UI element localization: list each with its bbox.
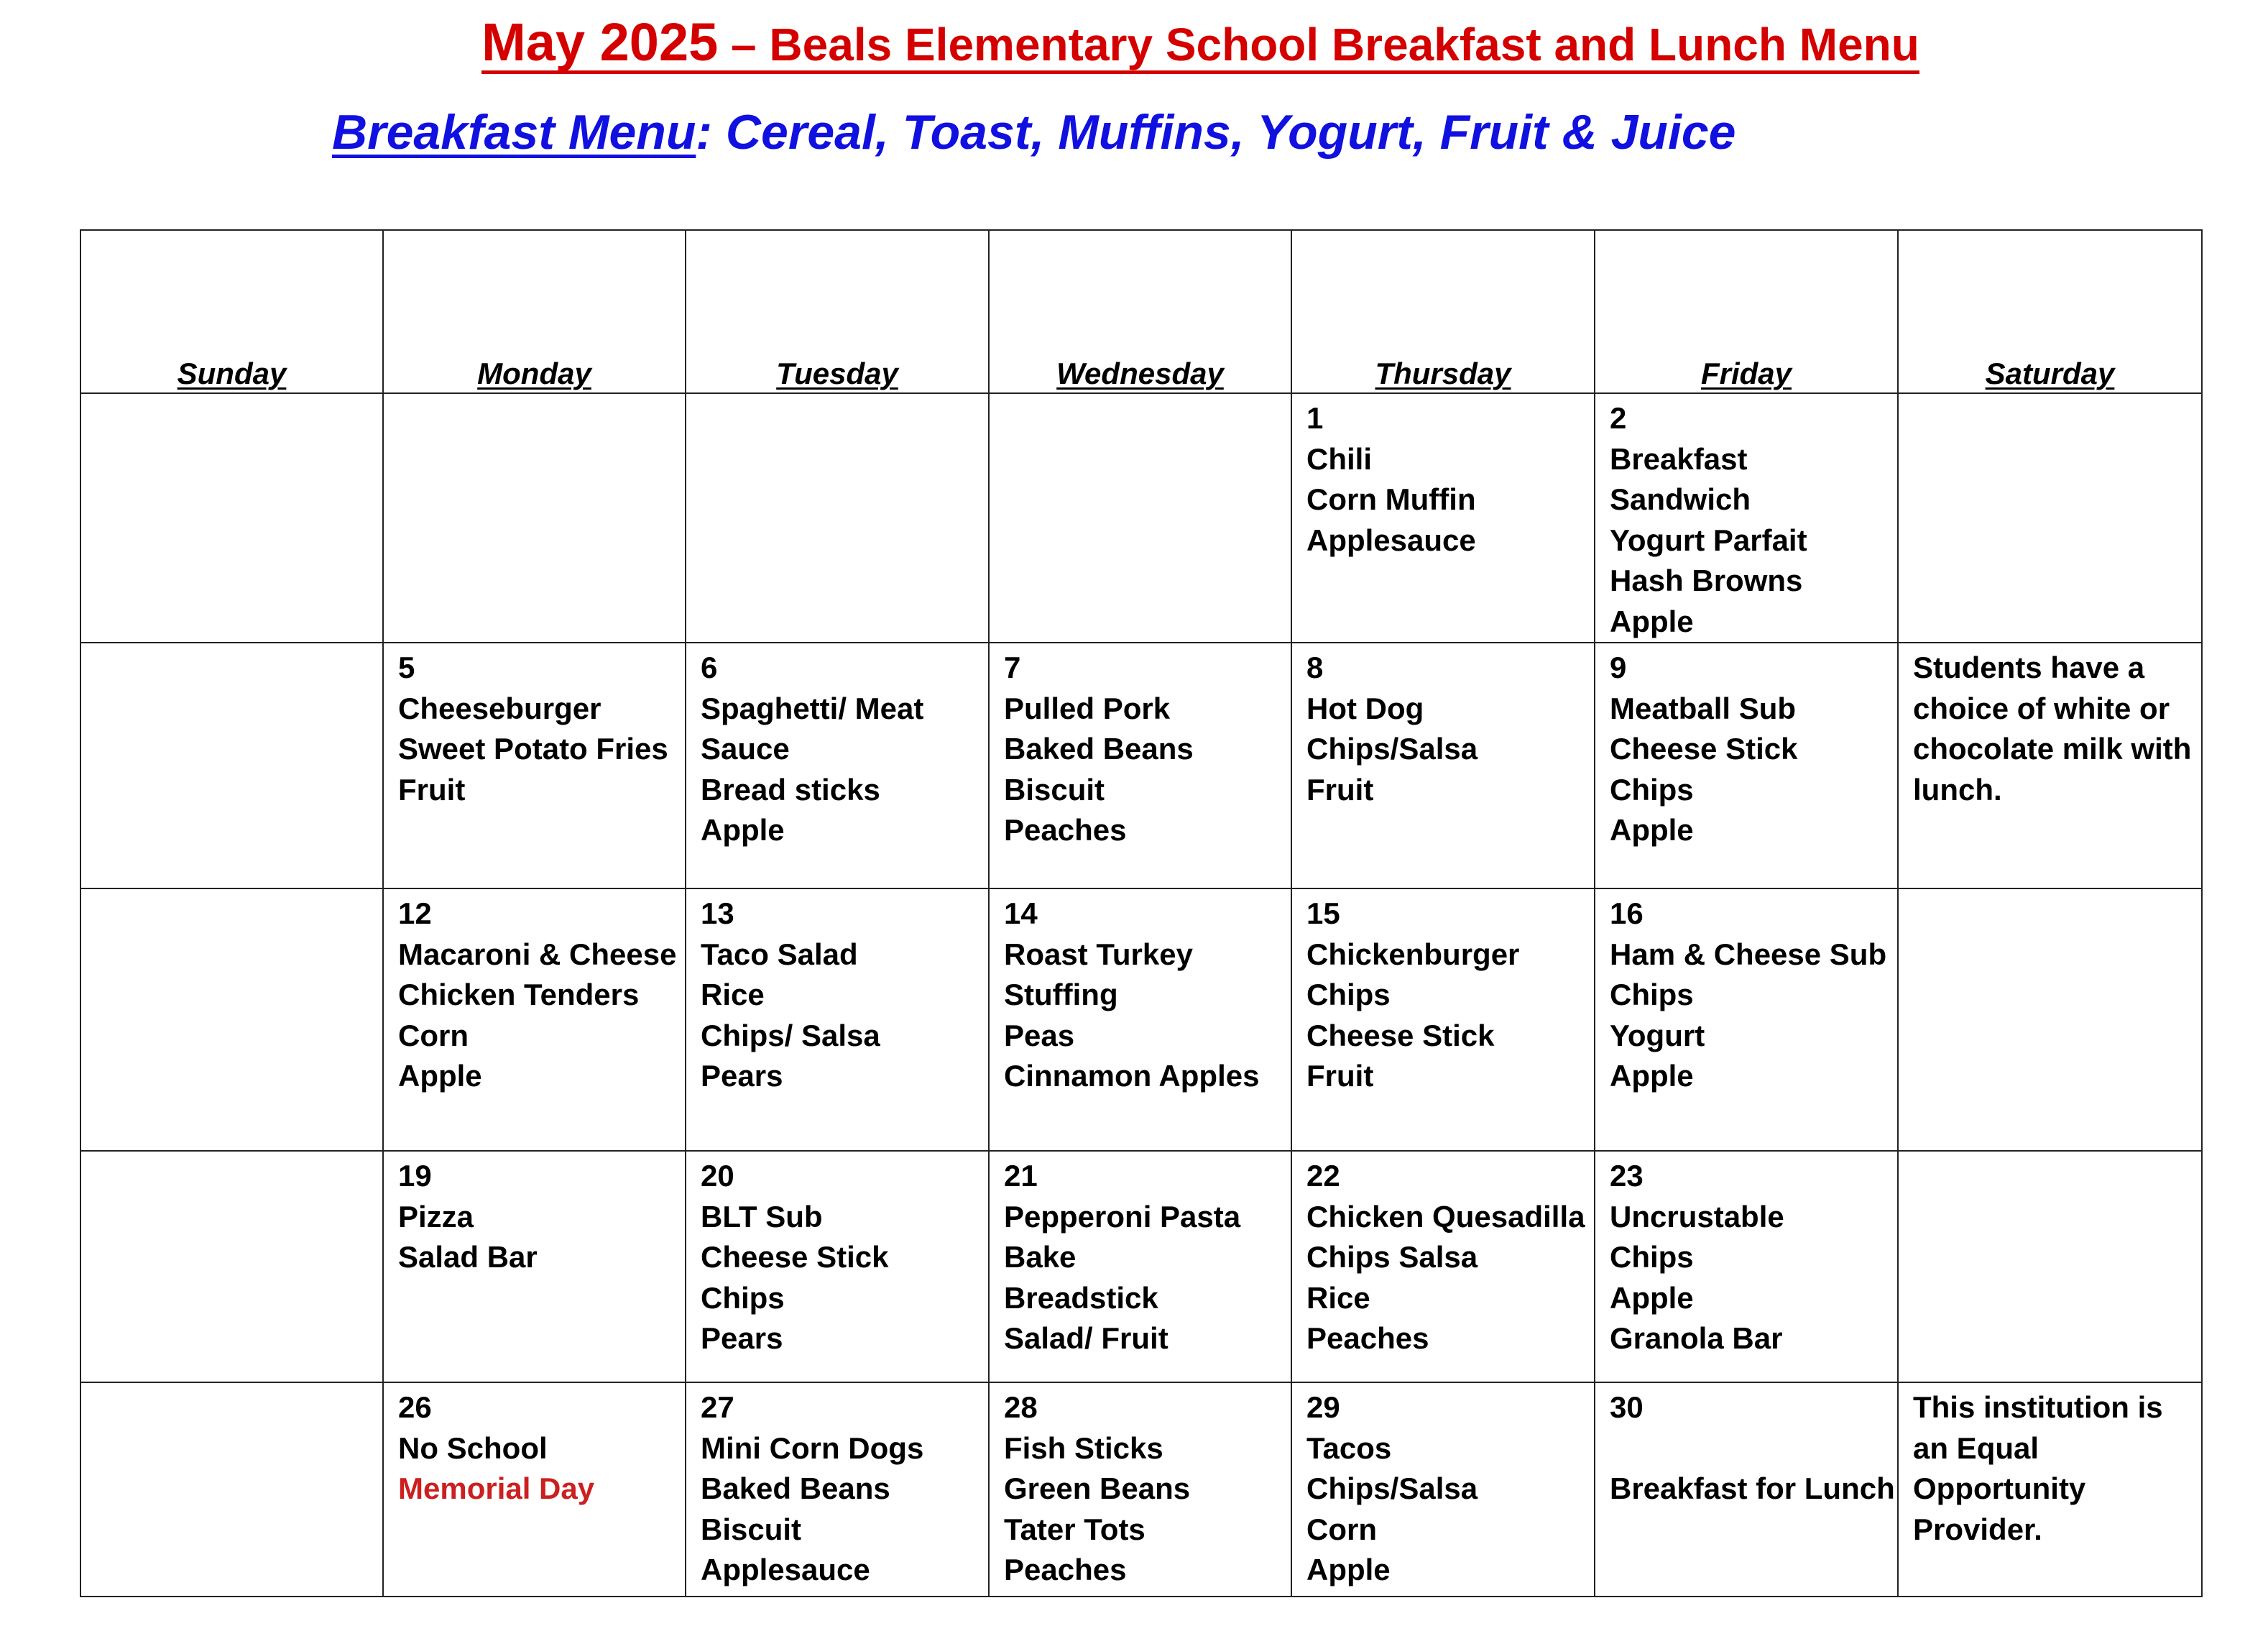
menu-item: Pulled Pork [1004, 691, 1171, 725]
menu-item: Chips/Salsa [1306, 732, 1478, 766]
menu-item: Fruit [1306, 772, 1374, 807]
date-number: 26 [398, 1390, 432, 1424]
header-thursday: Thursday [1291, 230, 1595, 393]
menu-item: Stuffing [1004, 978, 1118, 1011]
day-cell-may-19 [383, 1151, 686, 1382]
header-monday: Monday [383, 230, 686, 393]
menu-item: Apple [1610, 604, 1694, 638]
date-number: 9 [1610, 651, 1627, 684]
menu-item: Chips [1306, 978, 1391, 1011]
milk-choice-note: Students have a choice of white or chocolate milk with lunch. [1913, 651, 2192, 807]
menu-item: Chips/Salsa [1306, 1471, 1478, 1505]
day-cell-may-12 [383, 888, 686, 1151]
menu-item: Taco Salad [701, 937, 858, 971]
breakfast-menu-label: Breakfast Menu [332, 105, 696, 160]
menu-item: Yogurt [1610, 1018, 1705, 1052]
date-number: 22 [1306, 1159, 1340, 1193]
date-number: 6 [701, 651, 718, 684]
day-cell-may-2 [1595, 393, 1898, 643]
menu-item: Pizza [398, 1199, 474, 1234]
date-number: 23 [1610, 1159, 1644, 1193]
week-row-3 [80, 888, 2202, 1151]
menu-item: Chips [701, 1280, 785, 1315]
day-cell-may-22 [1291, 1151, 1595, 1382]
menu-item: Apple [701, 813, 785, 847]
header-tuesday: Tuesday [686, 230, 989, 393]
menu-item: Baked Beans [1004, 732, 1194, 766]
day-cell-equal-opportunity-note [1898, 1382, 2202, 1597]
menu-item: Corn Muffin [1306, 482, 1476, 516]
menu-item: Chili [1306, 441, 1372, 476]
menu-item: Uncrustable [1610, 1199, 1784, 1234]
menu-item: Baked Beans [701, 1471, 890, 1505]
menu-item: Tater Tots [1004, 1512, 1145, 1546]
day-cell-may-16 [1595, 888, 1898, 1151]
date-number: 19 [398, 1159, 432, 1193]
menu-item: Chips [1610, 772, 1694, 807]
breakfast-menu-items: : Cereal, Toast, Muffins, Yogurt, Fruit & Juice [696, 105, 1736, 160]
day-cell-may-27 [686, 1382, 989, 1597]
menu-calendar [80, 229, 2203, 1597]
day-cell-may-21 [989, 1151, 1291, 1382]
header-friday: Friday [1595, 230, 1898, 393]
menu-item: Breakfast for Lunch [1610, 1471, 1895, 1505]
day-cell-may-5 [383, 643, 686, 888]
menu-item: Biscuit [1004, 772, 1105, 807]
menu-item: Rice [701, 978, 765, 1011]
menu-item: Cinnamon Apples [1004, 1059, 1260, 1093]
menu-item: Macaroni & Cheese [398, 937, 677, 971]
menu-item: Biscuit [701, 1512, 802, 1546]
menu-item: Granola Bar [1610, 1321, 1783, 1355]
menu-item: Yogurt Parfait [1610, 523, 1807, 557]
menu-item: Fish Sticks [1004, 1430, 1163, 1465]
menu-item: Peas [1004, 1018, 1075, 1052]
menu-item: Roast Turkey [1004, 937, 1193, 971]
menu-item: Salad/ Fruit [1004, 1321, 1168, 1355]
date-number: 16 [1610, 896, 1644, 930]
menu-item: Pepperoni Pasta [1004, 1199, 1241, 1234]
date-number: 1 [1306, 401, 1324, 435]
menu-item: Mini Corn Dogs [701, 1430, 924, 1465]
date-number: 15 [1306, 896, 1340, 930]
menu-item: Apple [1610, 1059, 1694, 1093]
day-cell-may-15 [1291, 888, 1595, 1151]
page-title-text [481, 12, 1919, 74]
menu-item: Pears [701, 1321, 783, 1355]
menu-item: Sauce [701, 732, 790, 766]
day-cell-may-9 [1595, 643, 1898, 888]
menu-item: Pears [701, 1059, 783, 1093]
menu-item: Applesauce [701, 1553, 870, 1586]
menu-item: Breadstick [1004, 1280, 1158, 1315]
day-cell-empty [989, 393, 1291, 643]
breakfast-menu-line [332, 105, 1736, 160]
header-saturday: Saturday [1898, 230, 2202, 393]
date-number: 8 [1306, 651, 1324, 684]
menu-item: Peaches [1306, 1321, 1429, 1355]
day-cell-milk-note [1898, 643, 2202, 888]
menu-item: Applesauce [1306, 523, 1476, 557]
menu-item: Corn [398, 1018, 469, 1052]
equal-opportunity-note: This institution is an Equal Opportunity Provider. [1913, 1390, 2163, 1546]
menu-item: Sweet Potato Fries [398, 732, 668, 766]
menu-item: Green Beans [1004, 1471, 1191, 1505]
date-number: 20 [701, 1159, 734, 1193]
menu-item: Apple [1306, 1553, 1391, 1586]
menu-item: Cheeseburger [398, 691, 601, 725]
date-number: 29 [1306, 1390, 1340, 1424]
week-row-2 [80, 643, 2202, 888]
date-number: 13 [701, 896, 734, 930]
menu-item: Peaches [1004, 1553, 1127, 1586]
day-cell-empty [1898, 393, 2202, 643]
day-cell-may-1 [1291, 393, 1595, 643]
menu-item: Chickenburger [1306, 937, 1520, 971]
header-wednesday: Wednesday [989, 230, 1291, 393]
day-cell-empty [383, 393, 686, 643]
menu-item: No School [398, 1430, 548, 1465]
day-cell-empty [80, 1382, 383, 1597]
date-number: 21 [1004, 1159, 1038, 1193]
menu-item: Peaches [1004, 813, 1127, 847]
day-cell-empty [80, 393, 383, 643]
menu-item: Bread sticks [701, 772, 880, 807]
date-number: 28 [1004, 1390, 1038, 1424]
menu-item: Fruit [398, 772, 466, 807]
day-cell-may-8 [1291, 643, 1595, 888]
menu-item: Breakfast [1610, 441, 1748, 476]
menu-item: Salad Bar [398, 1240, 538, 1274]
menu-item: Hot Dog [1306, 691, 1424, 725]
menu-item: Spaghetti/ Meat [701, 691, 924, 725]
week-row-5 [80, 1382, 2202, 1597]
day-cell-empty [1898, 1151, 2202, 1382]
day-cell-empty [686, 393, 989, 643]
day-cell-empty [1898, 888, 2202, 1151]
date-number: 27 [701, 1390, 734, 1424]
menu-item: Chicken Tenders [398, 978, 640, 1011]
page-title [0, 12, 2268, 74]
date-number: 5 [398, 651, 415, 684]
blank-line [1610, 1428, 1890, 1469]
menu-item: BLT Sub [701, 1199, 823, 1234]
day-cell-may-30 [1595, 1382, 1898, 1597]
date-number: 2 [1610, 401, 1627, 435]
day-cell-may-7 [989, 643, 1291, 888]
week-row-1 [80, 393, 2202, 643]
menu-item: Chips [1610, 1240, 1694, 1274]
date-number: 14 [1004, 896, 1038, 930]
title-month: May 2025 [481, 12, 719, 72]
menu-item: Meatball Sub [1610, 691, 1797, 725]
menu-item: Cheese Stick [1610, 732, 1798, 766]
menu-item: Sandwich [1610, 482, 1751, 516]
menu-item: Corn [1306, 1512, 1377, 1546]
header-sunday: Sunday [80, 230, 383, 393]
day-cell-may-6 [686, 643, 989, 888]
day-cell-may-14 [989, 888, 1291, 1151]
menu-item: Chips [1610, 978, 1694, 1011]
menu-item: Cheese Stick [1306, 1018, 1495, 1052]
date-number: 7 [1004, 651, 1021, 684]
day-cell-may-29 [1291, 1382, 1595, 1597]
menu-item: Tacos [1306, 1430, 1392, 1465]
title-school-menu: – Beals Elementary School Breakfast and Lunch Menu [718, 19, 1919, 70]
day-cell-may-20 [686, 1151, 989, 1382]
day-cell-may-26 [383, 1382, 686, 1597]
menu-item: Apple [1610, 1280, 1694, 1315]
holiday-label: Memorial Day [398, 1471, 595, 1505]
date-number: 30 [1610, 1390, 1644, 1424]
menu-item: Rice [1306, 1280, 1370, 1315]
day-cell-may-28 [989, 1382, 1291, 1597]
day-cell-may-23 [1595, 1151, 1898, 1382]
menu-item: Apple [398, 1059, 482, 1093]
day-cell-empty [80, 888, 383, 1151]
menu-item: Apple [1610, 813, 1694, 847]
menu-item: Bake [1004, 1240, 1077, 1274]
menu-item: Chicken Quesadilla [1306, 1199, 1585, 1234]
day-cell-empty [80, 643, 383, 888]
menu-item: Chips Salsa [1306, 1240, 1478, 1274]
day-cell-empty [80, 1151, 383, 1382]
date-number: 12 [398, 896, 432, 930]
menu-item: Hash Browns [1610, 564, 1803, 597]
day-cell-may-13 [686, 888, 989, 1151]
weekday-header-row [80, 230, 2202, 393]
menu-item: Fruit [1306, 1059, 1374, 1093]
menu-item: Chips/ Salsa [701, 1018, 880, 1052]
week-row-4 [80, 1151, 2202, 1382]
menu-item: Cheese Stick [701, 1240, 889, 1274]
menu-item: Ham & Cheese Sub [1610, 937, 1887, 971]
